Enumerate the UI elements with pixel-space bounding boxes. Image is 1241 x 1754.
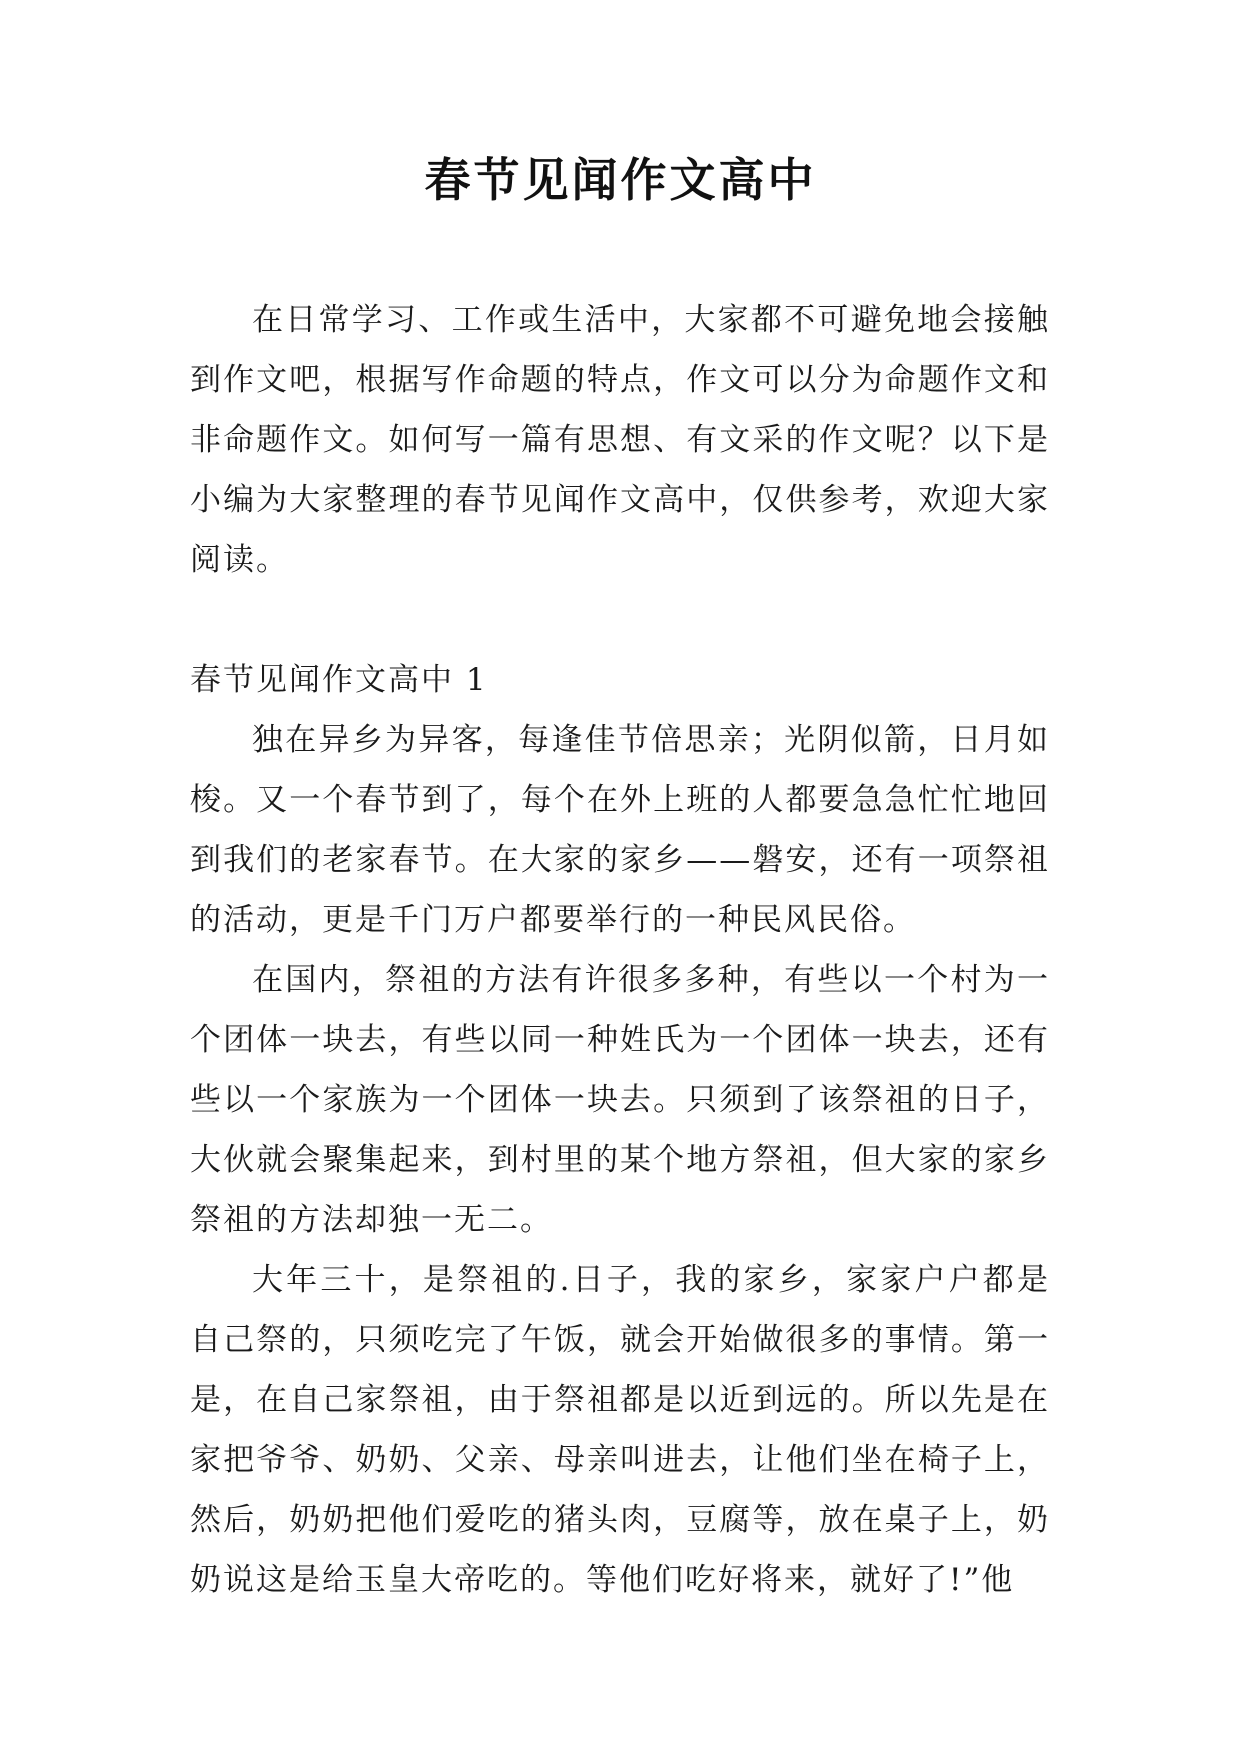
section-heading: 春节见闻作文高中 1 <box>190 662 488 698</box>
document-body <box>190 290 1050 1610</box>
body-paragraph-1: 独在异乡为异客，每逢佳节倍思亲；光阴似箭，日月如梭。又一个春节到了，每个在外上班的人都要急急忙忙地回到我们的老家春节。在大家的家乡——磐安，还有一项祭祖的活动，更是千门万户都要举行的一种民风民俗。 <box>190 722 1050 938</box>
body-paragraph-3: 大年三十，是祭祖的.日子，我的家乡，家家户户都是自己祭的，只须吃完了午饭，就会开始做很多的事情。第一是，在自己家祭祖，由于祭祖都是以近到远的。所以先是在家把爷爷、奶奶、父亲、母亲叫进去，让他们坐在椅子上，然后，奶奶把他们爱吃的猪头肉，豆腐等，放在桌子上，奶奶说这是给玉皇大帝吃的。等他们吃好将来，就好了!”他 <box>190 1262 1050 1598</box>
document-title: 春节见闻作文高中 <box>424 153 817 207</box>
body-paragraph-2: 在国内，祭祖的方法有许很多多种，有些以一个村为一个团体一块去，有些以同一种姓氏为一个团体一块去，还有些以一个家族为一个团体一块去。只须到了该祭祖的日子，大伙就会聚集起来，到村里的某个地方祭祖，但大家的家乡祭祖的方法却独一无二。 <box>190 962 1050 1238</box>
intro-paragraph: 在日常学习、工作或生活中，大家都不可避免地会接触到作文吧，根据写作命题的特点，作文可以分为命题作文和非命题作文。如何写一篇有思想、有文采的作文呢？以下是小编为大家整理的春节见闻作文高中，仅供参考，欢迎大家阅读。 <box>190 302 1050 578</box>
